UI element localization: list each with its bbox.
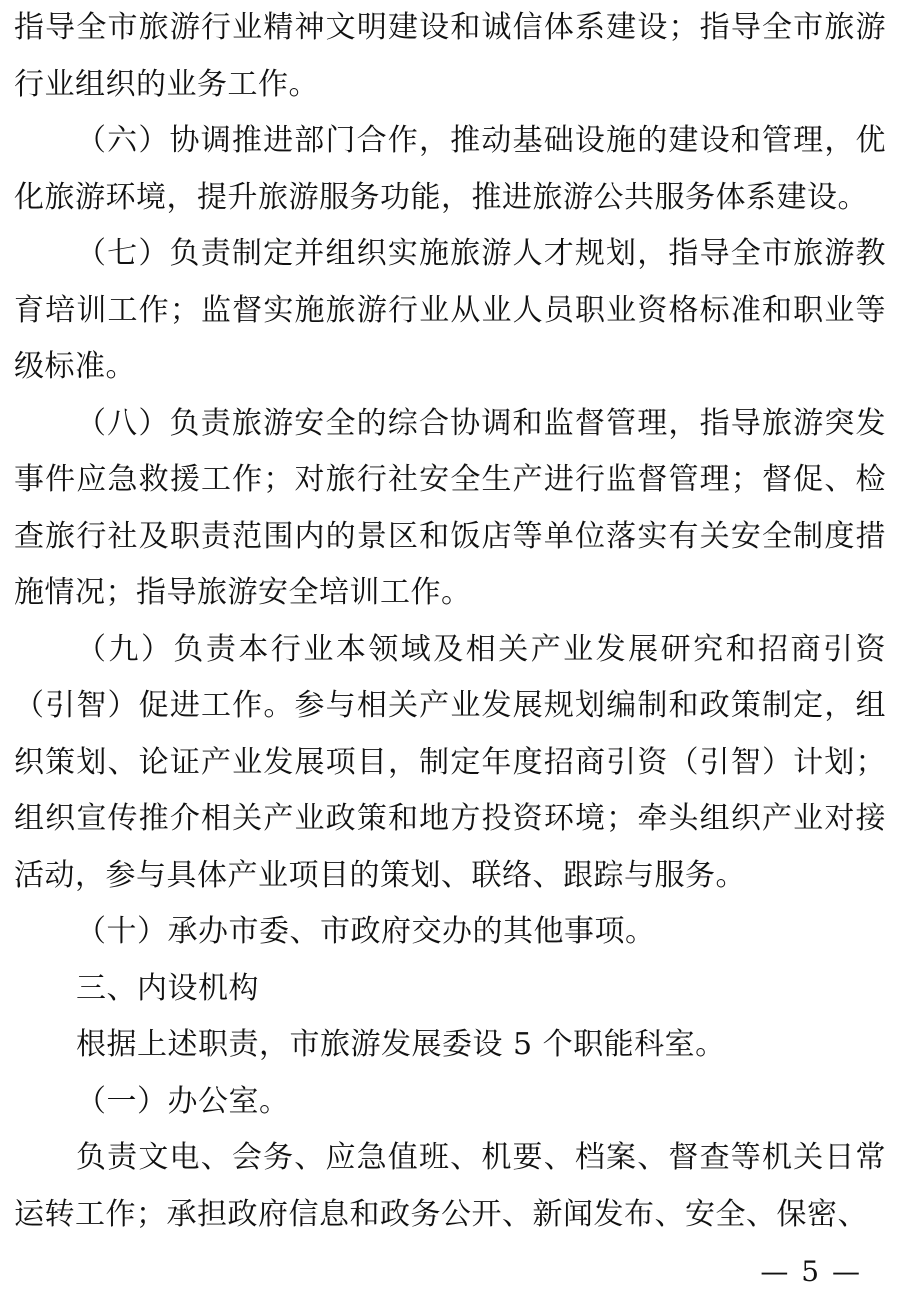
paragraph-item-8-text: （八）负责旅游安全的综合协调和监督管理，指导旅游突发事件应急救援工作；对旅行社安全生产进行监督管理；督促、检查旅行社及职责范围内的景区和饭店等单位落实有关安全制度措施情况；指导旅游安全培训工作。	[14, 405, 886, 610]
paragraph-item-6	[14, 113, 886, 226]
document-content	[14, 0, 886, 1243]
paragraph-continuation	[14, 0, 886, 113]
subsection-1-title-text: （一）办公室。	[76, 1083, 290, 1119]
paragraph-item-6-text: （六）协调推进部门合作，推动基础设施的建设和管理，优化旅游环境，提升旅游服务功能，推进旅游公共服务体系建设。	[14, 123, 886, 215]
paragraph-item-7-text: （七）负责制定并组织实施旅游人才规划，指导全市旅游教育培训工作；监督实施旅游行业从业人员职业资格标准和职业等级标准。	[14, 236, 886, 384]
paragraph-item-8	[14, 396, 886, 622]
subsection-1-title	[14, 1074, 886, 1131]
page-number: — 5 —	[760, 1255, 862, 1288]
subsection-1-text	[14, 1130, 886, 1243]
paragraph-continuation-text: 指导全市旅游行业精神文明建设和诚信体系建设；指导全市旅游行业组织的业务工作。	[14, 10, 886, 102]
paragraph-item-10	[14, 904, 886, 961]
section-heading	[14, 961, 886, 1018]
paragraph-item-7	[14, 226, 886, 396]
subsection-1-body: 负责文电、会务、应急值班、机要、档案、督查等机关日常运转工作；承担政府信息和政务公开、新闻发布、安全、保密、	[14, 1140, 886, 1232]
paragraph-item-10-text: （十）承办市委、市政府交办的其他事项。	[76, 914, 656, 949]
paragraph-item-9	[14, 622, 886, 905]
section-intro-text: 根据上述职责，市旅游发展委设 5 个职能科室。	[76, 1027, 726, 1062]
section-intro	[14, 1017, 886, 1074]
paragraph-item-9-text: （九）负责本行业本领域及相关产业发展研究和招商引资（引智）促进工作。参与相关产业发展规划编制和政策制定，组织策划、论证产业发展项目，制定年度招商引资（引智）计划；组织宣传推介相关产业政策和地方投资环境；牵头组织产业对接活动，参与具体产业项目的策划、联络、跟踪与服务。	[14, 631, 886, 893]
section-heading-text: 三、内设机构	[76, 970, 259, 1006]
